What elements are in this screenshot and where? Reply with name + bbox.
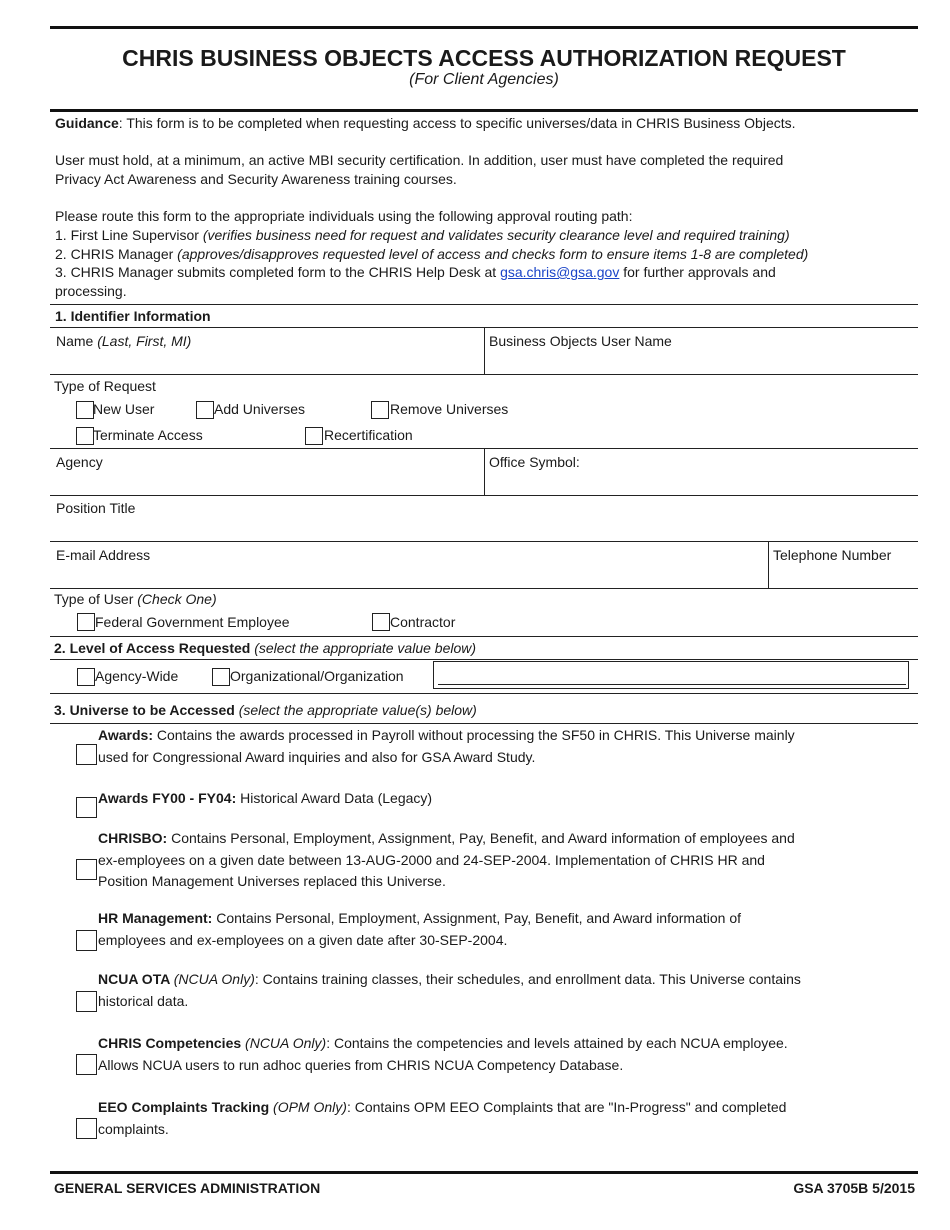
- section-3-heading: 3. Universe to be Accessed: [54, 702, 239, 718]
- position-title-input[interactable]: [56, 518, 910, 540]
- organizational-label: Organizational/Organization: [230, 668, 404, 684]
- name-label: Name (Last, First, MI): [56, 333, 192, 349]
- section-1-heading: 1. Identifier Information: [55, 308, 211, 324]
- agency-input[interactable]: [56, 472, 480, 494]
- form-subtitle: (For Client Agencies): [409, 71, 559, 88]
- section-2-heading-line: [54, 639, 476, 657]
- section-3-heading-line: [54, 701, 477, 719]
- agency-label: Agency: [56, 454, 103, 470]
- section-2-top-rule: [50, 636, 918, 637]
- email-divider: [768, 541, 769, 588]
- universe-chrisbo-checkbox[interactable]: [76, 859, 97, 880]
- guidance-line: [55, 114, 796, 132]
- universe-eeo-complaints: EEO Complaints Tracking (OPM Only): Contains OPM EEO Complaints that are "In-Progress" and completed complaints.: [98, 1099, 787, 1137]
- type-of-user-label: Type of User (Check One): [54, 591, 217, 607]
- universe-awards-fy00-fy04-checkbox[interactable]: [76, 797, 97, 818]
- form-title: CHRIS BUSINESS OBJECTS ACCESS AUTHORIZATION REQUEST: [122, 45, 846, 71]
- routing-step-1-label: 1. First Line Supervisor: [55, 227, 203, 243]
- section-3-hint: (select the appropriate value(s) below): [238, 702, 477, 718]
- routing-step-1: [55, 226, 790, 244]
- bo-username-label: Business Objects User Name: [489, 333, 672, 349]
- terminate-access-label: Terminate Access: [93, 427, 203, 443]
- email-row-bottom-rule: [50, 588, 918, 589]
- universe-chrisbo: CHRISBO: Contains Personal, Employment, Assignment, Pay, Benefit, and Award information of employees and ex-employees on a given date between 13-AUG-2000 and 24-SEP-2004. Implementation of CHRIS HR and Position Management Universes replaced this Universe.: [98, 830, 795, 889]
- routing-intro: Please route this form to the appropriate individuals using the following approval routing path:: [55, 208, 633, 224]
- contractor-checkbox[interactable]: [372, 613, 390, 631]
- new-user-checkbox[interactable]: [76, 401, 94, 419]
- guidance-label: Guidance: [55, 115, 119, 131]
- help-desk-email-link[interactable]: gsa.chris@gsa.gov: [500, 264, 620, 280]
- universe-ncua-ota: NCUA OTA (NCUA Only): Contains training classes, their schedules, and enrollment data. This Universe contains historical data.: [98, 971, 801, 1009]
- agency-divider: [484, 448, 485, 495]
- universe-hr-management-checkbox[interactable]: [76, 930, 97, 951]
- section-2-heading-rule: [50, 659, 918, 660]
- add-universes-checkbox[interactable]: [196, 401, 214, 419]
- recertification-label: Recertification: [324, 427, 413, 443]
- routing-step-3: [55, 263, 776, 281]
- terminate-access-checkbox[interactable]: [76, 427, 94, 445]
- universe-chris-competencies: CHRIS Competencies (NCUA Only): Contains the competencies and levels attained by each NCUA employee. Allows NCUA users to run adhoc queries from CHRIS NCUA Competency Database.: [98, 1035, 788, 1073]
- footer-form-number: GSA 3705B 5/2015: [793, 1180, 915, 1196]
- office-symbol-label: Office Symbol:: [489, 454, 580, 470]
- universe-awards-checkbox[interactable]: [76, 744, 97, 765]
- footer-agency: GENERAL SERVICES ADMINISTRATION: [54, 1180, 321, 1196]
- section-3-heading-rule: [50, 723, 918, 724]
- type-of-request-label: Type of Request: [54, 378, 156, 394]
- universe-awards-fy00-fy04: Awards FY00 - FY04: Historical Award Data (Legacy): [98, 790, 433, 806]
- contractor-label: Contractor: [390, 614, 456, 630]
- universe-awards: Awards: Contains the awards processed in Payroll without processing the SF50 in CHRIS. This Universe mainly used for Congressional Award inquiries and also for GSA Award Study.: [98, 727, 795, 765]
- top-rule: [50, 26, 918, 29]
- office-symbol-input[interactable]: [489, 472, 913, 494]
- requirements-line-2: Privacy Act Awareness and Security Awareness training courses.: [55, 171, 457, 187]
- agency-wide-checkbox[interactable]: [77, 668, 95, 686]
- requirements-line-1: User must hold, at a minimum, an active MBI security certification. In addition, user must have completed the required: [55, 152, 784, 168]
- agency-wide-label: Agency-Wide: [95, 668, 179, 684]
- section-1-top-rule: [50, 304, 918, 305]
- routing-step-2-note: (approves/disapproves requested level of access and checks form to ensure items 1-8 are completed): [177, 246, 809, 262]
- name-divider: [484, 327, 485, 374]
- telephone-input[interactable]: [773, 565, 917, 587]
- remove-universes-checkbox[interactable]: [371, 401, 389, 419]
- email-input[interactable]: [56, 565, 760, 587]
- routing-step-2: [55, 245, 808, 263]
- universe-hr-management: HR Management: Contains Personal, Employment, Assignment, Pay, Benefit, and Award information of employees and ex-employees on a given date after 30-SEP-2004.: [98, 910, 742, 948]
- footer-rule: [50, 1171, 918, 1174]
- position-title-label: Position Title: [56, 500, 136, 516]
- agency-row-bottom-rule: [50, 495, 918, 496]
- organizational-checkbox[interactable]: [212, 668, 230, 686]
- routing-step-3-suffix: for further approvals and: [619, 264, 776, 280]
- federal-employee-checkbox[interactable]: [77, 613, 95, 631]
- federal-employee-label: Federal Government Employee: [95, 614, 290, 630]
- organization-input-box[interactable]: [433, 661, 909, 689]
- guidance-text: : This form is to be completed when requesting access to specific universes/data in CHRIS Business Objects.: [118, 115, 796, 131]
- new-user-label: New User: [93, 401, 155, 417]
- add-universes-label: Add Universes: [214, 401, 306, 417]
- section-2-bottom-rule: [50, 693, 918, 694]
- name-input[interactable]: [56, 351, 480, 373]
- bo-username-input[interactable]: [489, 351, 913, 373]
- universe-eeo-complaints-checkbox[interactable]: [76, 1118, 97, 1139]
- routing-step-2-label: 2. CHRIS Manager: [55, 246, 178, 262]
- remove-universes-label: Remove Universes: [390, 401, 509, 417]
- universe-chris-competencies-checkbox[interactable]: [76, 1054, 97, 1075]
- title-bottom-rule: [50, 109, 918, 112]
- routing-step-1-note: (verifies business need for request and validates security clearance level and required training): [202, 227, 790, 243]
- routing-step-3-prefix: 3. CHRIS Manager submits completed form to the CHRIS Help Desk at: [55, 264, 501, 280]
- section-2-heading: 2. Level of Access Requested: [54, 640, 255, 656]
- name-row-bottom-rule: [50, 374, 918, 375]
- email-label: E-mail Address: [56, 547, 151, 563]
- telephone-label: Telephone Number: [773, 547, 892, 563]
- recertification-checkbox[interactable]: [305, 427, 323, 445]
- section-2-hint: (select the appropriate value below): [254, 640, 477, 656]
- organization-input-underline: [438, 684, 906, 685]
- universe-ncua-ota-checkbox[interactable]: [76, 991, 97, 1012]
- routing-step-3-line-2: processing.: [55, 283, 127, 299]
- position-row-bottom-rule: [50, 541, 918, 542]
